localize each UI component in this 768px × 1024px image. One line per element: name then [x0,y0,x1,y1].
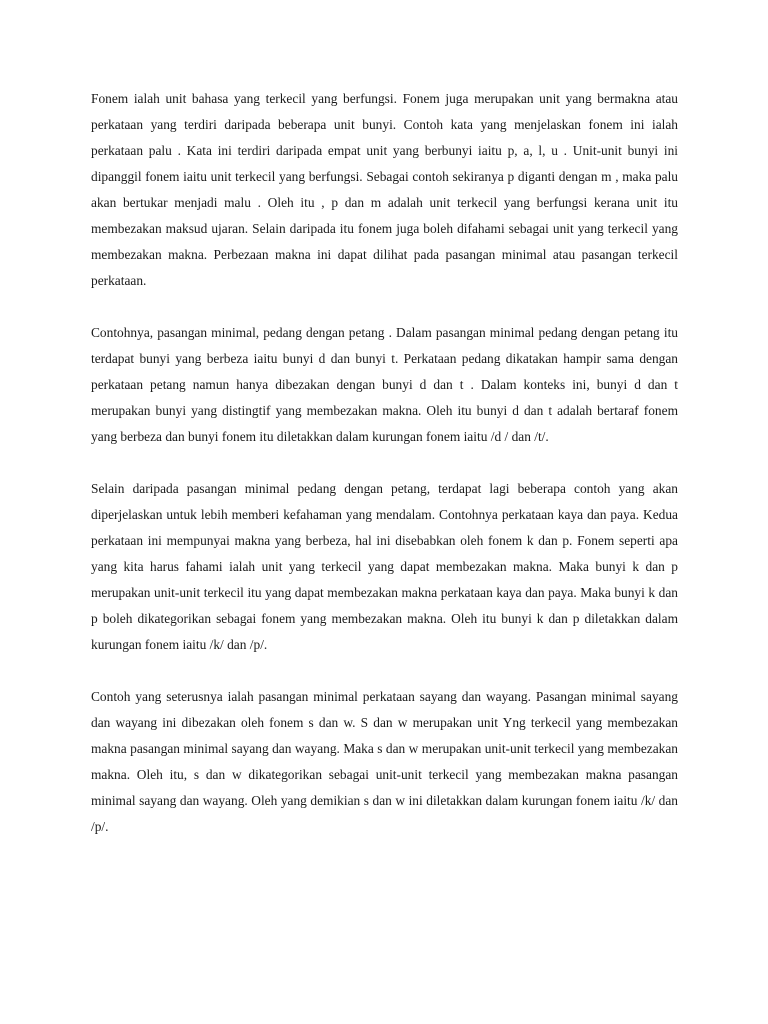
paragraph-1: Fonem ialah unit bahasa yang terkecil yang berfungsi. Fonem juga merupakan unit yang bermakna atau perkataan yang terdiri daripada beberapa unit bunyi. Contoh kata yang menjelaskan fonem ini ialah perkataan palu . Kata ini terdiri daripada empat unit yang berbunyi iaitu p, a, l, u . Unit-unit bunyi ini dipanggil fonem iaitu unit terkecil yang berfungsi. Sebagai contoh sekiranya p diganti dengan m , maka palu akan bertukar menjadi malu . Oleh itu , p dan m adalah unit terkecil yang berfungsi kerana unit itu membezakan maksud ujaran. Selain daripada itu fonem juga boleh difahami sebagai unit yang terkecil yang membezakan makna. Perbezaan makna ini dapat dilihat pada pasangan minimal atau pasangan terkecil perkataan. [91,91,678,288]
document-body [91,86,678,840]
paragraph-3: Selain daripada pasangan minimal pedang dengan petang, terdapat lagi beberapa contoh yang akan diperjelaskan untuk lebih memberi kefahaman yang mendalam. Contohnya perkataan kaya dan paya. Kedua perkataan ini mempunyai makna yang berbeza, hal ini disebabkan oleh fonem k dan p. Fonem seperti apa yang kita harus fahami ialah unit yang terkecil yang dapat membezakan makna. Maka bunyi k dan p merupakan unit-unit terkecil itu yang dapat membezakan makna perkataan kaya dan paya. Maka bunyi k dan p boleh dikategorikan sebagai fonem yang membezakan makna. Oleh itu bunyi k dan p diletakkan dalam kurungan fonem iaitu /k/ dan /p/. [91,481,678,652]
paragraph-2: Contohnya, pasangan minimal, pedang dengan petang . Dalam pasangan minimal pedang dengan petang itu terdapat bunyi yang berbeza iaitu bunyi d dan bunyi t. Perkataan pedang dikatakan hampir sama dengan perkataan petang namun hanya dibezakan dengan bunyi d dan t . Dalam konteks ini, bunyi d dan t merupakan bunyi yang distingtif yang membezakan makna. Oleh itu bunyi d dan t adalah bertaraf fonem yang berbeza dan bunyi fonem itu diletakkan dalam kurungan fonem iaitu /d / dan /t/. [91,325,678,444]
paragraph-4: Contoh yang seterusnya ialah pasangan minimal perkataan sayang dan wayang. Pasangan minimal sayang dan wayang ini dibezakan oleh fonem s dan w. S dan w merupakan unit Yng terkecil yang membezakan makna pasangan minimal sayang dan wayang. Maka s dan w merupakan unit-unit terkecil yang membezakan makna. Oleh itu, s dan w dikategorikan sebagai unit-unit terkecil yang membezakan makna pasangan minimal sayang dan wayang. Oleh yang demikian s dan w ini diletakkan dalam kurungan fonem iaitu /k/ dan /p/. [91,689,678,834]
